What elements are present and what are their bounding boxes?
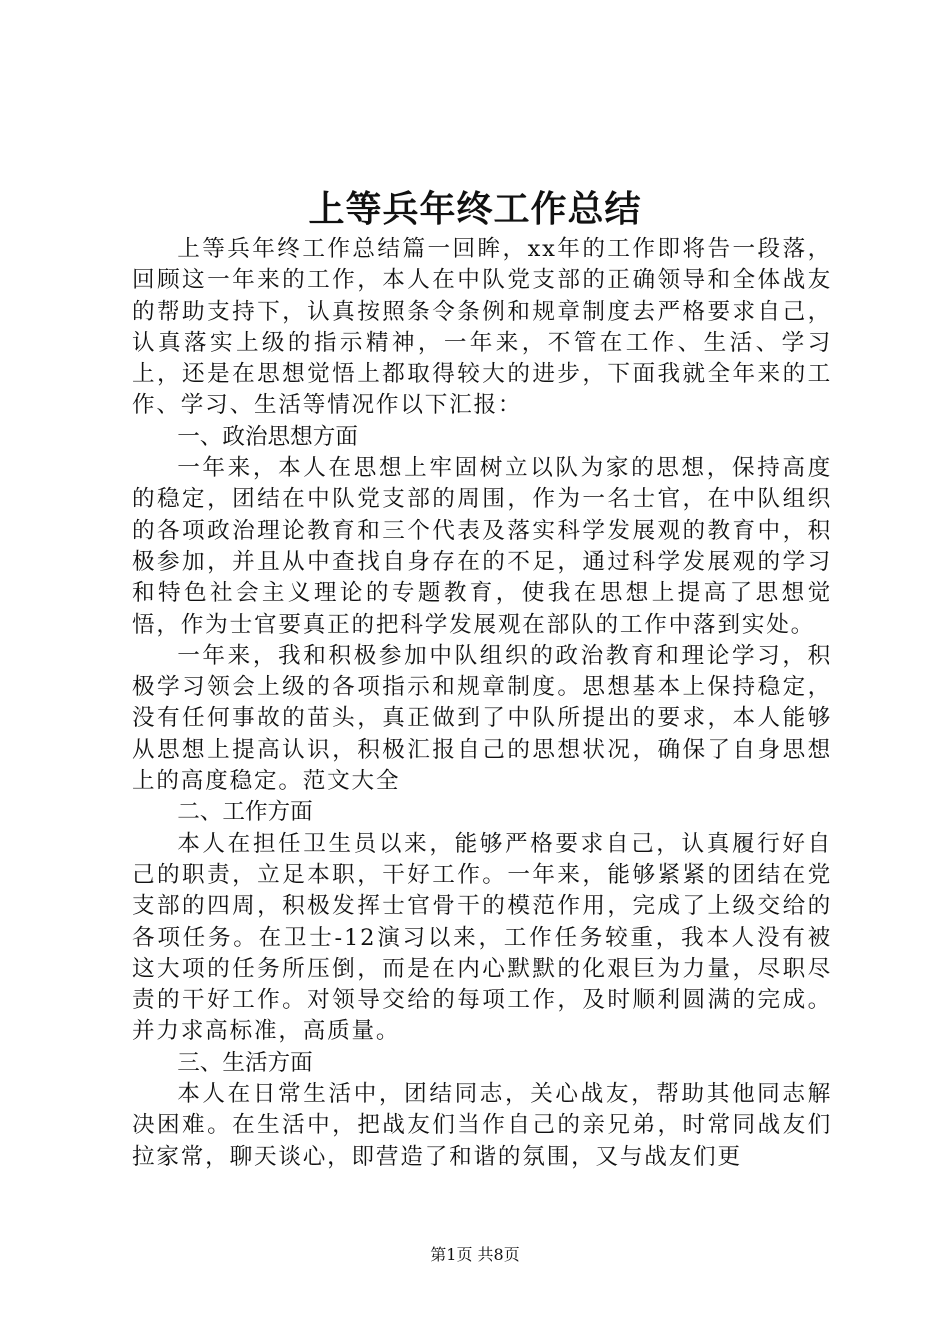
section-heading-life: 三、生活方面	[177, 1049, 313, 1076]
life-paragraph: 本人在日常生活中，团结同志，关心战友，帮助其他同志解决困难。在生活中，把战友们当作自己的亲兄弟，时常同战友们拉家常，聊天谈心，即营造了和谐的氛围，又与战友们更	[132, 1081, 832, 1170]
section-heading-politics: 一、政治思想方面	[177, 423, 358, 450]
section-heading-work: 二、工作方面	[177, 799, 313, 826]
intro-paragraph: 上等兵年终工作总结篇一回眸，xx年的工作即将告一段落，回顾这一年来的工作，本人在中队党支部的正确领导和全体战友的帮助支持下，认真按照条令条例和规章制度去严格要求自己，认真落实上级的指示精神，一年来，不管在工作、生活、学习上，还是在思想觉悟上都取得较大的进步，下面我就全年来的工作、学习、生活等情况作以下汇报：	[132, 236, 832, 419]
politics-paragraph-1: 一年来，本人在思想上牢固树立以队为家的思想，保持高度的稳定，团结在中队党支部的周围，作为一名士官，在中队组织的各项政治理论教育和三个代表及落实科学发展观的教育中，积极参加，并且从中查找自身存在的不足，通过科学发展观的学习和特色社会主义理论的专题教育，使我在思想上提高了思想觉悟，作为士官要真正的把科学发展观在部队的工作中落到实处。	[132, 455, 832, 638]
document-body	[132, 234, 832, 1173]
work-paragraph: 本人在担任卫生员以来，能够严格要求自己，认真履行好自己的职责，立足本职，干好工作。一年来，能够紧紧的团结在党支部的四周，积极发挥士官骨干的模范作用，完成了上级交给的各项任务。在卫士-12演习以来，工作任务较重，我本人没有被这大项的任务所压倒，而是在内心默默的化艰巨为力量，尽职尽责的干好工作。对领导交给的每项工作，及时顺利圆满的完成。并力求高标准，高质量。	[132, 830, 832, 1045]
politics-paragraph-2: 一年来，我和积极参加中队组织的政治教育和理论学习，积极学习领会上级的各项指示和规章制度。思想基本上保持稳定，没有任何事故的苗头，真正做到了中队所提出的要求，本人能够从思想上提高认识，积极汇报自己的思想状况，确保了自身思想上的高度稳定。范文大全	[132, 642, 832, 795]
page-footer: 第1页 共8页	[430, 1245, 520, 1264]
document-title: 上等兵年终工作总结	[308, 188, 642, 230]
